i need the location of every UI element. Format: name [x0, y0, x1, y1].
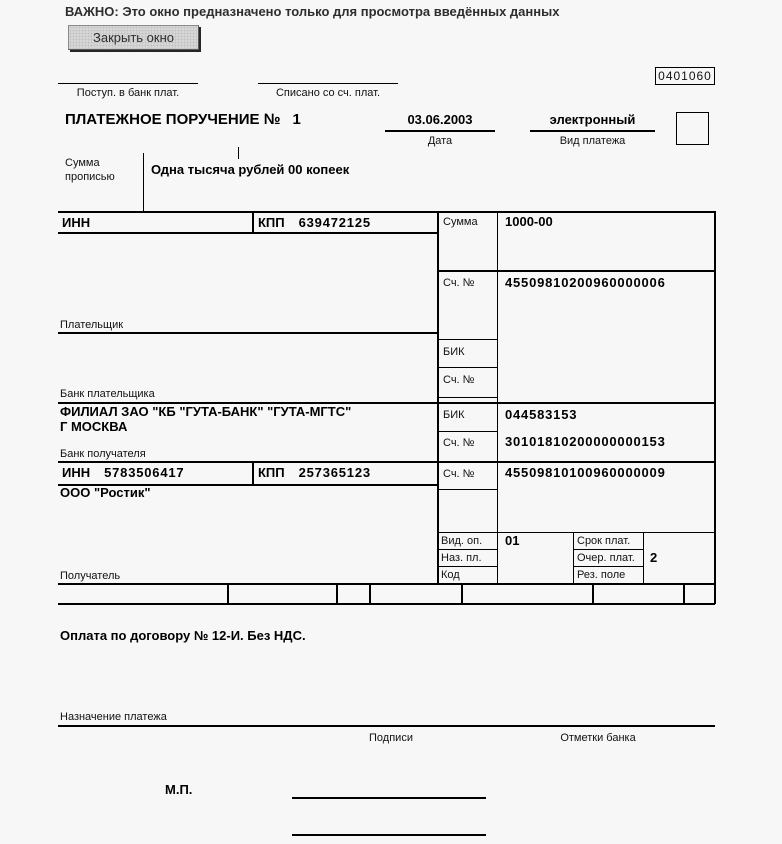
table-border [336, 583, 338, 604]
beneficiary-kpp-value: 257365123 [298, 465, 371, 480]
debited-from-account-label: Списано со сч. плат. [275, 87, 381, 99]
payment-priority-value: 2 [650, 550, 658, 565]
divider-line [238, 147, 239, 159]
table-border [437, 431, 498, 432]
payment-purpose-code-label: Наз. пл. [441, 552, 482, 564]
signature-line [292, 834, 486, 836]
operation-type-value: 01 [505, 533, 520, 548]
table-border [58, 461, 715, 463]
table-border [461, 583, 463, 604]
divider-line [530, 130, 655, 132]
payer-bank-section-label: Банк плательщика [60, 388, 155, 400]
date-label: Дата [427, 135, 453, 147]
table-border [714, 211, 716, 604]
payer-account-label: Сч. № [443, 277, 475, 289]
table-border [437, 489, 498, 490]
beneficiary-inn-value: 5783506417 [104, 465, 185, 480]
beneficiary-kpp-label: КПП [258, 465, 285, 480]
table-border [369, 583, 371, 604]
table-border [437, 397, 498, 398]
document-date-value: 03.06.2003 [407, 112, 473, 127]
table-border [252, 461, 254, 485]
payment-kind-label: Вид платежа [559, 135, 626, 147]
table-border [497, 211, 498, 584]
table-border [437, 339, 498, 340]
table-border [437, 270, 715, 272]
table-border [58, 603, 715, 605]
divider-line [385, 130, 495, 132]
payment-kind-value: электронный [549, 112, 636, 127]
table-border [437, 211, 439, 584]
beneficiary-bank-bik-label: БИК [443, 409, 465, 421]
payment-term-label: Срок плат. [577, 535, 631, 547]
table-border [58, 332, 437, 334]
table-border [58, 211, 715, 213]
table-border [227, 583, 229, 604]
payment-priority-label: Очер. плат. [577, 552, 635, 564]
code-label: Код [441, 569, 460, 581]
table-border [643, 532, 644, 584]
document-number: 1 [292, 111, 301, 128]
table-border [592, 583, 594, 604]
table-border [252, 211, 254, 233]
signature-line [292, 797, 486, 799]
beneficiary-bank-name-line2: Г МОСКВА [60, 419, 128, 434]
received-by-bank-label: Поступ. в банк плат. [76, 87, 180, 99]
operation-type-label: Вид. оп. [441, 535, 483, 547]
beneficiary-kpp [258, 466, 371, 481]
payer-kpp-value: 639472125 [298, 215, 371, 230]
payer-bank-account-label: Сч. № [443, 374, 475, 386]
beneficiary-account-value: 45509810100960000009 [505, 465, 666, 480]
amount-words-label-2: прописью [65, 171, 115, 183]
table-border [437, 566, 498, 567]
form-code-box: 0401060 [655, 67, 715, 85]
view-only-warning: ВАЖНО: Это окно предназначено только для просмотра введённых данных [65, 4, 560, 19]
table-border [573, 566, 644, 567]
payer-section-label: Плательщик [60, 319, 124, 331]
beneficiary-inn-label: ИНН [62, 465, 91, 480]
close-window-button[interactable]: Закрыть окно [68, 25, 199, 50]
table-border [573, 549, 644, 550]
table-border [573, 532, 574, 584]
beneficiary-name: ООО "Ростик" [60, 485, 151, 500]
payment-purpose-text: Оплата по договору № 12-И. Без НДС. [60, 628, 306, 643]
beneficiary-section-label: Получатель [60, 570, 121, 582]
stamp-place-label: М.П. [165, 782, 193, 797]
table-border [437, 549, 498, 550]
table-border [437, 367, 498, 368]
beneficiary-bank-account-value: 30101810200000000153 [505, 434, 666, 449]
beneficiary-bank-bik-value: 044583153 [505, 407, 578, 422]
beneficiary-account-label: Сч. № [443, 468, 475, 480]
signatures-label: Подписи [369, 732, 413, 744]
status-box [676, 112, 709, 145]
table-border [58, 725, 715, 727]
reserve-field-label: Рез. поле [577, 569, 626, 581]
amount-cell-label: Сумма [443, 216, 478, 228]
document-title [65, 111, 301, 128]
table-border [58, 232, 437, 234]
divider-line [58, 83, 198, 84]
amount-cell-value: 1000-00 [505, 214, 553, 229]
table-border [683, 583, 685, 604]
amount-in-words-value: Одна тысяча рублей 00 копеек [151, 162, 350, 177]
beneficiary-inn [62, 466, 184, 481]
payer-inn [62, 216, 104, 231]
document-title-text: ПЛАТЕЖНОЕ ПОРУЧЕНИЕ № [65, 111, 281, 128]
beneficiary-bank-section-label: Банк получателя [60, 448, 146, 460]
payment-purpose-section-label: Назначение платежа [60, 711, 167, 723]
payer-bank-bik-label: БИК [443, 346, 465, 358]
table-border [58, 583, 715, 585]
amount-words-label-1: Сумма [65, 157, 100, 169]
divider-line [143, 153, 144, 211]
payer-account-value: 45509810200960000006 [505, 275, 666, 290]
table-border [437, 532, 715, 533]
payer-kpp-label: КПП [258, 215, 285, 230]
divider-line [258, 83, 398, 84]
beneficiary-bank-account-label: Сч. № [443, 437, 475, 449]
bank-marks-label: Отметки банка [560, 732, 636, 744]
payer-kpp [258, 216, 371, 231]
payer-inn-label: ИНН [62, 215, 91, 230]
beneficiary-bank-name-line1: ФИЛИАЛ ЗАО "КБ "ГУТА-БАНК" "ГУТА-МГТС" [60, 404, 352, 419]
